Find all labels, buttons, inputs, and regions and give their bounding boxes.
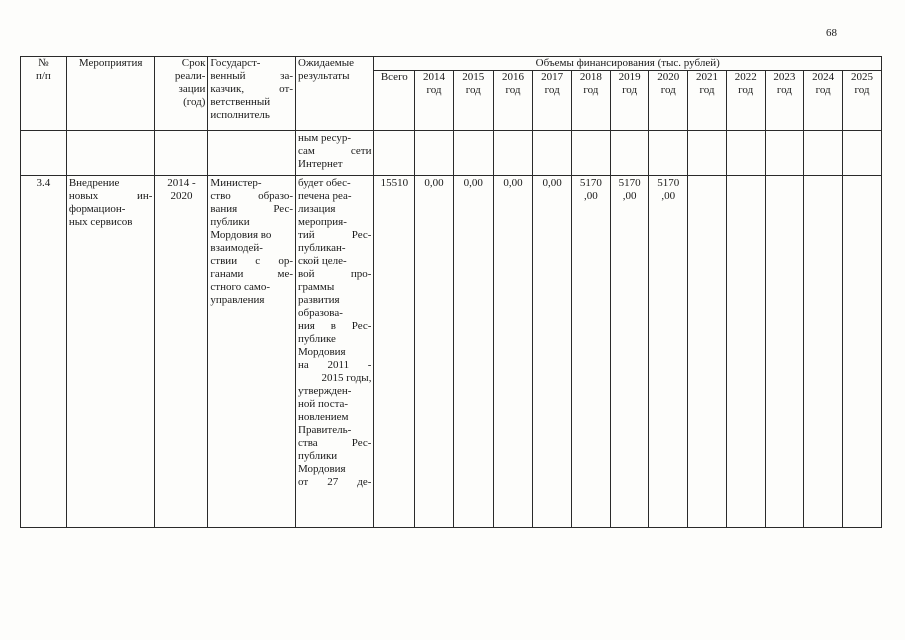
year-unit: год [465, 84, 481, 96]
header-executor-line: Государст- [210, 57, 261, 69]
measure-line: ных сервисов [68, 216, 133, 228]
row-y2021 [688, 176, 727, 528]
results-line: печена реа- [298, 190, 352, 202]
header-year-2020 [649, 71, 688, 131]
year-label: 2019 [618, 71, 641, 83]
header-year-2018 [572, 71, 611, 131]
row-results [296, 176, 374, 528]
header-year-2025 [842, 71, 881, 131]
header-results [296, 57, 374, 131]
cell-empty [453, 131, 493, 176]
header-year-2016 [493, 71, 533, 131]
row-term [155, 176, 208, 528]
header-funding-title: Объемы финансирования (тыс. рублей) [374, 57, 882, 71]
header-year-2022 [726, 71, 765, 131]
cell-empty [765, 131, 804, 176]
header-num-line: п/п [35, 70, 51, 82]
year-unit: год [738, 84, 754, 96]
year-unit: год [660, 84, 676, 96]
cell-empty [208, 131, 296, 176]
header-term-line: реали- [174, 70, 206, 82]
results-line: Мордовия [298, 463, 346, 475]
year-label: 2015 [462, 71, 485, 83]
results-line: ства Рес- [298, 437, 372, 449]
executor-line: публики [210, 216, 250, 228]
results-line: ным ресур- [298, 132, 352, 144]
cell-empty [688, 131, 727, 176]
results-line: ной поста- [298, 398, 349, 410]
row-y2024 [804, 176, 843, 528]
results-line: от 27 де- [298, 476, 372, 488]
results-line: Мордовия [298, 346, 346, 358]
results-line: лизация [298, 203, 336, 215]
header-executor [208, 57, 296, 131]
row-y2023 [765, 176, 804, 528]
cell-empty [726, 131, 765, 176]
results-line: на 2011 - [298, 359, 372, 371]
executor-line: ство образо- [210, 190, 294, 202]
year-unit: год [854, 84, 870, 96]
results-line: образова- [298, 307, 343, 319]
row-y2014: 0,00 [415, 176, 454, 528]
header-term [155, 57, 208, 131]
results-line: вой про- [298, 268, 372, 280]
table-row [21, 176, 882, 528]
value-line: 5170 [657, 177, 680, 189]
cell-empty [415, 131, 454, 176]
header-results-line: Ожидаемые [298, 57, 355, 69]
year-label: 2014 [423, 71, 446, 83]
year-unit: год [776, 84, 792, 96]
measure-line: новых ин- [68, 190, 153, 202]
cell-empty [842, 131, 881, 176]
cell-empty [66, 131, 155, 176]
year-label: 2018 [579, 71, 602, 83]
year-unit: год [815, 84, 831, 96]
header-executor-line: исполнитель [210, 109, 270, 121]
year-unit: год [583, 84, 599, 96]
row-measure [66, 176, 155, 528]
cell-empty [572, 131, 611, 176]
header-executor-line: ветственный [210, 96, 271, 108]
row-total: 15510 [374, 176, 415, 528]
year-unit: год [622, 84, 638, 96]
year-label: 2023 [773, 71, 796, 83]
value-line: ,00 [661, 190, 676, 202]
year-unit: год [544, 84, 560, 96]
results-line: граммы [298, 281, 335, 293]
executor-line: стного само- [210, 281, 271, 293]
row-y2018 [572, 176, 611, 528]
cell-empty [374, 131, 415, 176]
year-label: 2025 [850, 71, 873, 83]
header-year-2015 [453, 71, 493, 131]
results-line: ния в Рес- [298, 320, 372, 332]
cell-empty [21, 131, 67, 176]
results-line: Интернет [298, 158, 343, 170]
results-line: 2015 годы, [321, 372, 372, 384]
row-y2022 [726, 176, 765, 528]
header-term-line: Срок [181, 57, 206, 69]
executor-line: Министер- [210, 177, 262, 189]
header-measures: Мероприятия [66, 57, 155, 131]
executor-line: ствии с ор- [210, 255, 294, 267]
results-line: публике [298, 333, 336, 345]
row-y2025 [842, 176, 881, 528]
executor-line: Мордовия во [210, 229, 272, 241]
results-line: тий Рес- [298, 229, 372, 241]
header-year-2024 [804, 71, 843, 131]
year-label: 2016 [501, 71, 524, 83]
value-line: 5170 [579, 177, 602, 189]
header-year-2017 [533, 71, 572, 131]
value-line: ,00 [584, 190, 598, 202]
year-label: 2017 [541, 71, 564, 83]
measure-line: формацион- [68, 203, 126, 215]
header-executor-line: казчик, от- [210, 83, 294, 95]
year-label: 2022 [734, 71, 757, 83]
cell-empty [610, 131, 649, 176]
header-year-2023 [765, 71, 804, 131]
row-y2015: 0,00 [453, 176, 493, 528]
executor-line: управления [210, 294, 265, 306]
table-row [21, 131, 882, 176]
header-term-line: (год) [183, 96, 206, 108]
header-year-2014 [415, 71, 454, 131]
row-y2017: 0,00 [533, 176, 572, 528]
results-line: Правитель- [298, 424, 352, 436]
row-y2020 [649, 176, 688, 528]
header-num [21, 57, 67, 131]
executor-line: взаимодей- [210, 242, 263, 254]
results-line: утвержден- [298, 385, 352, 397]
row-y2019 [610, 176, 649, 528]
executor-line: вания Рес- [210, 203, 294, 215]
cell-empty [155, 131, 208, 176]
results-line: будет обес- [298, 177, 351, 189]
row-y2016: 0,00 [493, 176, 533, 528]
header-year-2021 [688, 71, 727, 131]
header-total: Всего [374, 71, 415, 131]
year-label: 2021 [695, 71, 718, 83]
measure-line: Внедрение [68, 177, 120, 189]
cell-empty [804, 131, 843, 176]
row-executor [208, 176, 296, 528]
term-line: 2020 [170, 190, 193, 202]
header-term-line: зации [178, 83, 206, 95]
year-label: 2024 [812, 71, 835, 83]
value-line: 5170 [618, 177, 641, 189]
cell-empty [649, 131, 688, 176]
page-number: 68 [826, 27, 837, 39]
continuation-results [296, 131, 374, 176]
results-line: мероприя- [298, 216, 347, 228]
funding-table [20, 56, 882, 528]
results-line: публикан- [298, 242, 346, 254]
year-unit: год [699, 84, 715, 96]
cell-empty [533, 131, 572, 176]
year-label: 2020 [657, 71, 680, 83]
header-num-line: № [38, 57, 49, 69]
year-unit: год [426, 84, 442, 96]
header-results-line: результаты [298, 70, 350, 82]
results-line: развития [298, 294, 340, 306]
year-unit: год [505, 84, 521, 96]
results-line: новлением [298, 411, 349, 423]
value-line: ,00 [622, 190, 637, 202]
header-year-2019 [610, 71, 649, 131]
row-num: 3.4 [21, 176, 67, 528]
header-executor-line: венный за- [210, 70, 294, 82]
term-line: 2014 - [167, 177, 196, 189]
cell-empty [493, 131, 533, 176]
results-line: ской целе- [298, 255, 347, 267]
executor-line: ганами ме- [210, 268, 294, 280]
results-line: сам сети [298, 145, 372, 157]
results-line: публики [298, 450, 338, 462]
